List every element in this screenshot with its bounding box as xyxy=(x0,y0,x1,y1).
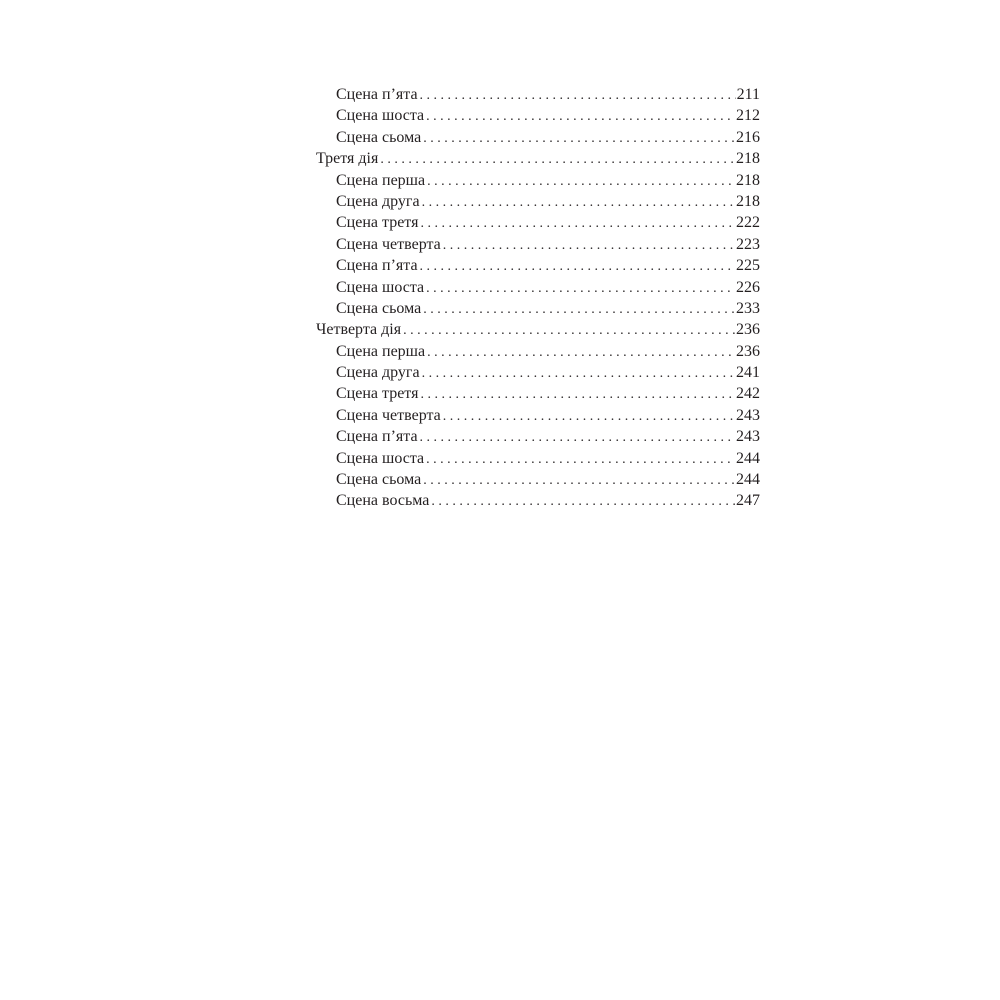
dot-leader xyxy=(422,192,735,213)
toc-entry xyxy=(316,170,760,191)
toc-entry-page: 243 xyxy=(736,406,760,424)
toc-entry xyxy=(316,490,760,511)
dot-leader xyxy=(420,256,735,277)
dot-leader xyxy=(420,384,735,405)
dot-leader xyxy=(426,449,735,470)
dot-leader xyxy=(423,299,735,320)
toc-entry-page: 218 xyxy=(736,192,760,210)
toc-entry-page: 222 xyxy=(736,214,760,232)
dot-leader xyxy=(426,278,735,299)
toc-entry xyxy=(316,426,760,447)
toc-entry xyxy=(316,298,760,319)
toc-entry-page: 218 xyxy=(736,171,760,189)
toc-entry xyxy=(316,362,760,383)
toc-entry xyxy=(316,405,760,426)
dot-leader xyxy=(380,149,735,170)
toc-entry-page: 225 xyxy=(736,257,760,275)
toc-entry-page: 233 xyxy=(736,299,760,317)
toc-entry-page: 236 xyxy=(736,321,760,339)
dot-leader xyxy=(403,320,735,341)
toc-entry xyxy=(316,448,760,469)
toc-entry-title: Сцена четверта xyxy=(336,406,441,424)
toc-entry-title: Сцена сьома xyxy=(336,128,422,146)
dot-leader xyxy=(443,406,735,427)
toc-entry-title: Сцена шоста xyxy=(336,449,425,467)
toc-entry-title: Сцена п’ята xyxy=(336,257,418,275)
dot-leader xyxy=(431,491,735,512)
toc-entry-title: Третя дія xyxy=(316,150,379,168)
toc-entry-page: 226 xyxy=(736,278,760,296)
toc-entry xyxy=(316,212,760,233)
toc-entry-title: Сцена друга xyxy=(336,192,420,210)
toc-entry xyxy=(316,191,760,212)
dot-leader xyxy=(422,363,735,384)
dot-leader xyxy=(427,171,735,192)
toc-entry-page: 241 xyxy=(736,364,760,382)
toc-entry-page: 242 xyxy=(736,385,760,403)
toc-entry xyxy=(316,277,760,298)
toc-entry xyxy=(316,234,760,255)
dot-leader xyxy=(427,342,735,363)
toc-entry-title: Сцена третя xyxy=(336,214,419,232)
toc-entry-title: Сцена перша xyxy=(336,171,426,189)
toc-entry-page: 236 xyxy=(736,342,760,360)
toc-entry xyxy=(316,469,760,490)
toc-entry-title: Сцена п’ята xyxy=(336,428,418,446)
toc-entry-title: Сцена восьма xyxy=(336,492,430,510)
toc-entry-page: 212 xyxy=(736,107,760,125)
toc-section-entry xyxy=(316,148,760,169)
toc-entry-page: 244 xyxy=(736,471,760,489)
toc-entry-page: 223 xyxy=(736,235,760,253)
toc-entry xyxy=(316,105,760,126)
toc-entry-title: Сцена сьома xyxy=(336,299,422,317)
toc-entry-page: 218 xyxy=(736,150,760,168)
toc-entry-title: Сцена шоста xyxy=(336,278,425,296)
dot-leader xyxy=(426,106,735,127)
toc-entry-page: 247 xyxy=(736,492,760,510)
toc-entry xyxy=(316,383,760,404)
toc-entry xyxy=(316,84,760,105)
dot-leader xyxy=(420,427,735,448)
toc-entry-title: Сцена четверта xyxy=(336,235,441,253)
toc-entry-title: Сцена третя xyxy=(336,385,419,403)
dot-leader xyxy=(420,85,736,106)
toc-entry-title: Четверта дія xyxy=(316,321,402,339)
toc-entry-page: 244 xyxy=(736,449,760,467)
dot-leader xyxy=(420,213,735,234)
table-of-contents xyxy=(316,84,760,512)
toc-entry-title: Сцена друга xyxy=(336,364,420,382)
toc-entry-title: Сцена перша xyxy=(336,342,426,360)
toc-entry xyxy=(316,341,760,362)
toc-entry-title: Сцена шоста xyxy=(336,107,425,125)
toc-section-entry xyxy=(316,319,760,340)
dot-leader xyxy=(423,128,735,149)
dot-leader xyxy=(423,470,735,491)
toc-entry-title: Сцена п’ята xyxy=(336,86,418,103)
toc-entry-title: Сцена сьома xyxy=(336,471,422,489)
dot-leader xyxy=(443,235,735,256)
toc-entry-page: 216 xyxy=(736,128,760,146)
toc-entry-page: 211 xyxy=(736,86,760,103)
toc-entry-page: 243 xyxy=(736,428,760,446)
toc-entry xyxy=(316,127,760,148)
toc-entry xyxy=(316,255,760,276)
